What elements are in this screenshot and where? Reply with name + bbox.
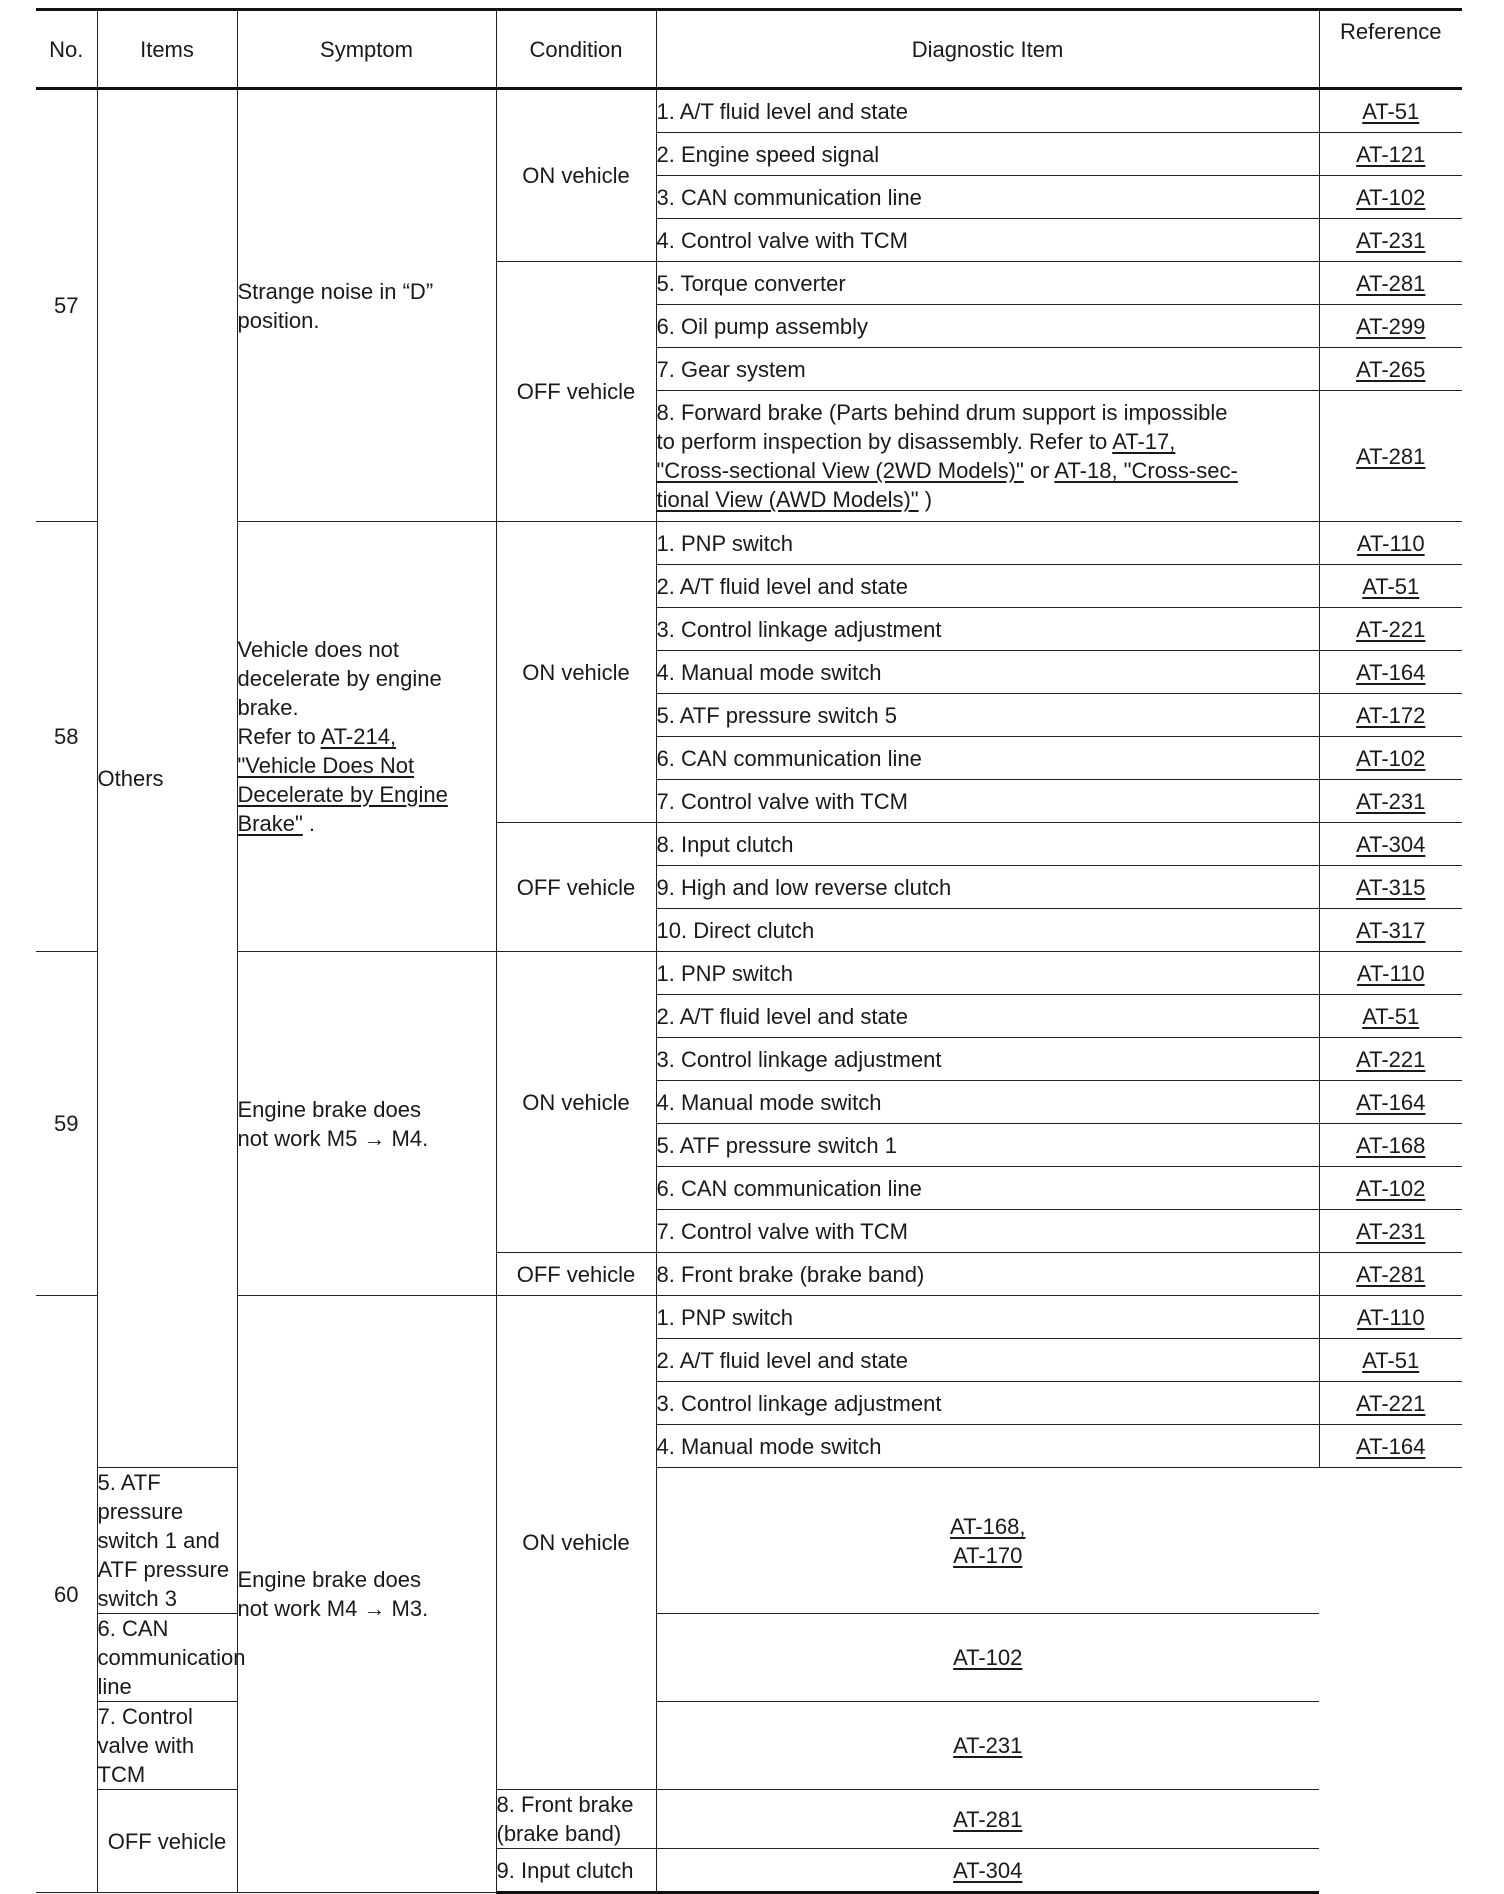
reference-cell bbox=[1319, 348, 1462, 391]
reference-link-at17-title[interactable]: "Cross-sectional View (2WD Models)" bbox=[656, 458, 1024, 483]
reference-link[interactable]: AT-51 bbox=[1362, 1347, 1420, 1373]
symptom-57 bbox=[237, 89, 496, 522]
reference-cell bbox=[1319, 952, 1462, 995]
reference-link[interactable]: AT-168 bbox=[1356, 1132, 1426, 1158]
reference-link[interactable]: AT-170 bbox=[953, 1542, 1023, 1568]
diagnostic-item: 6. CAN communication line bbox=[656, 1167, 1319, 1210]
reference-cell bbox=[1319, 219, 1462, 262]
diagnosis-table bbox=[36, 8, 1462, 1894]
diagnostic-item: 8. Input clutch bbox=[656, 823, 1319, 866]
reference-link[interactable]: AT-102 bbox=[1356, 745, 1426, 771]
reference-link[interactable]: AT-299 bbox=[1356, 313, 1426, 339]
header-items: Items bbox=[97, 10, 237, 89]
reference-link[interactable]: AT-265 bbox=[1356, 356, 1426, 382]
header-no: No. bbox=[36, 10, 97, 89]
condition-on-vehicle: ON vehicle bbox=[496, 952, 656, 1253]
reference-link[interactable]: AT-51 bbox=[1362, 98, 1420, 124]
reference-cell bbox=[1319, 995, 1462, 1038]
reference-cell bbox=[1319, 133, 1462, 176]
diagnostic-item: 1. PNP switch bbox=[656, 522, 1319, 565]
diagnostic-item: 8. Front brake (brake band) bbox=[496, 1790, 656, 1849]
reference-link[interactable]: AT-172 bbox=[1356, 702, 1426, 728]
table-row bbox=[36, 1296, 1462, 1339]
diagnostic-item: 5. ATF pressure switch 5 bbox=[656, 694, 1319, 737]
reference-link[interactable]: AT-281 bbox=[1356, 1261, 1426, 1287]
condition-off-vehicle: OFF vehicle bbox=[496, 262, 656, 522]
reference-cell bbox=[1319, 694, 1462, 737]
reference-cell bbox=[1319, 1124, 1462, 1167]
reference-link-at18-title[interactable]: tional View (AWD Models)" bbox=[656, 487, 919, 512]
symptom-text: Engine brake does bbox=[237, 1567, 421, 1592]
diagnostic-text bbox=[657, 456, 1319, 485]
reference-cell bbox=[1319, 909, 1462, 952]
diagnostic-item: 2. A/T fluid level and state bbox=[656, 995, 1319, 1038]
diagnostic-text bbox=[657, 427, 1319, 456]
reference-cell bbox=[1319, 522, 1462, 565]
reference-cell bbox=[1319, 1038, 1462, 1081]
diagnostic-text bbox=[657, 485, 1319, 514]
reference-cell bbox=[656, 1468, 1319, 1614]
symptom-text bbox=[238, 751, 496, 780]
diagnostic-item: 6. Oil pump assembly bbox=[656, 305, 1319, 348]
diagnostic-item: 2. Engine speed signal bbox=[656, 133, 1319, 176]
symptom-60 bbox=[237, 1296, 496, 1893]
symptom-text: brake. bbox=[237, 695, 299, 720]
symptom-text: not work M4 → M3. bbox=[237, 1596, 429, 1621]
diagnostic-item: 8. Front brake (brake band) bbox=[656, 1253, 1319, 1296]
reference-cell bbox=[1319, 608, 1462, 651]
reference-link[interactable]: AT-102 bbox=[1356, 184, 1426, 210]
diagnostic-item: 4. Manual mode switch bbox=[656, 1425, 1319, 1468]
reference-link[interactable]: AT-231 bbox=[1356, 227, 1426, 253]
symptom-text: Refer to bbox=[237, 724, 321, 749]
header-reference: Reference bbox=[1319, 10, 1462, 89]
condition-off-vehicle: OFF vehicle bbox=[97, 1790, 237, 1893]
diagnostic-item: 5. Torque converter bbox=[656, 262, 1319, 305]
reference-link[interactable]: AT-231 bbox=[1356, 1218, 1426, 1244]
reference-link[interactable]: AT-164 bbox=[1356, 659, 1426, 685]
reference-link[interactable]: AT-164 bbox=[1356, 1433, 1426, 1459]
reference-cell bbox=[656, 1702, 1319, 1790]
reference-link[interactable]: AT-317 bbox=[1356, 917, 1426, 943]
reference-cell bbox=[1319, 1382, 1462, 1425]
table-row bbox=[36, 952, 1462, 995]
condition-on-vehicle: ON vehicle bbox=[496, 522, 656, 823]
reference-link[interactable]: AT-102 bbox=[1356, 1175, 1426, 1201]
diagnostic-item: 10. Direct clutch bbox=[656, 909, 1319, 952]
reference-link[interactable]: AT-281 bbox=[1356, 443, 1426, 469]
reference-link[interactable]: AT-231 bbox=[953, 1733, 1023, 1758]
diagnostic-text: to perform inspection by disassembly. Refer to bbox=[656, 429, 1113, 454]
reference-link[interactable]: AT-164 bbox=[1356, 1089, 1426, 1115]
reference-cell bbox=[1319, 780, 1462, 823]
reference-link[interactable]: AT-304 bbox=[1356, 831, 1426, 857]
reference-link[interactable]: AT-221 bbox=[1356, 616, 1426, 642]
reference-link[interactable]: AT-51 bbox=[1362, 573, 1420, 599]
diagnostic-item: 4. Manual mode switch bbox=[656, 1081, 1319, 1124]
diagnostic-text: 8. Forward brake (Parts behind drum support is impossible bbox=[656, 400, 1228, 425]
symptom-text bbox=[238, 722, 496, 751]
diagnostic-item: 3. Control linkage adjustment bbox=[656, 1382, 1319, 1425]
items-category: Others bbox=[97, 89, 237, 1468]
diagnostic-item: 3. Control linkage adjustment bbox=[656, 608, 1319, 651]
reference-link-at214-title[interactable]: Brake" bbox=[237, 811, 303, 836]
reference-cell bbox=[1319, 1081, 1462, 1124]
row-number-60: 60 bbox=[36, 1296, 97, 1893]
reference-link[interactable]: AT-304 bbox=[953, 1857, 1023, 1883]
reference-link[interactable]: AT-315 bbox=[1356, 874, 1426, 900]
row-number-57: 57 bbox=[36, 89, 97, 522]
symptom-text: Engine brake does bbox=[237, 1096, 421, 1122]
reference-link[interactable]: AT-51 bbox=[1362, 1003, 1420, 1029]
header-row bbox=[36, 10, 1462, 89]
row-number-58: 58 bbox=[36, 522, 97, 952]
diagnostic-item: 6. CAN communication line bbox=[656, 737, 1319, 780]
reference-link[interactable]: AT-110 bbox=[1356, 530, 1425, 556]
symptom-text: . bbox=[302, 811, 316, 836]
reference-cell bbox=[1319, 176, 1462, 219]
diagnostic-item: 7. Control valve with TCM bbox=[656, 780, 1319, 823]
reference-cell bbox=[1319, 1210, 1462, 1253]
condition-on-vehicle: ON vehicle bbox=[496, 89, 656, 262]
symptom-text: position. bbox=[237, 307, 320, 333]
reference-link-at214-title[interactable]: "Vehicle Does Not bbox=[237, 753, 415, 778]
diagnostic-item: 4. Control valve with TCM bbox=[656, 219, 1319, 262]
diagnostic-item: 7. Control valve with TCM bbox=[97, 1702, 237, 1790]
reference-link-at17[interactable]: AT-17, bbox=[1112, 429, 1176, 454]
symptom-text: Strange noise in “D” bbox=[237, 278, 434, 304]
reference-link[interactable]: AT-221 bbox=[1356, 1046, 1426, 1072]
symptom-59 bbox=[237, 952, 496, 1296]
symptom-text bbox=[238, 809, 496, 838]
header-condition: Condition bbox=[496, 10, 656, 89]
reference-link[interactable]: AT-102 bbox=[953, 1645, 1023, 1670]
reference-cell bbox=[1319, 651, 1462, 694]
diagnostic-item-forward-brake bbox=[656, 391, 1319, 522]
reference-link[interactable]: AT-110 bbox=[1356, 960, 1425, 986]
condition-on-vehicle: ON vehicle bbox=[496, 1296, 656, 1790]
reference-cell bbox=[1319, 737, 1462, 780]
reference-link-at18[interactable]: AT-18, "Cross-sec- bbox=[1054, 458, 1238, 483]
reference-link[interactable]: AT-281 bbox=[953, 1806, 1023, 1832]
reference-cell bbox=[1319, 1296, 1462, 1339]
reference-cell bbox=[656, 1790, 1319, 1849]
reference-cell bbox=[1319, 1425, 1462, 1468]
reference-link[interactable]: AT-231 bbox=[1356, 788, 1426, 814]
diagnostic-item: 1. PNP switch bbox=[656, 1296, 1319, 1339]
symptom-text: decelerate by engine bbox=[237, 666, 442, 691]
reference-link[interactable]: AT-168, bbox=[950, 1513, 1026, 1539]
reference-link-at214-title[interactable]: Decelerate by Engine bbox=[237, 782, 448, 807]
reference-link-at214[interactable]: AT-214, bbox=[320, 724, 397, 749]
reference-cell bbox=[1319, 89, 1462, 133]
reference-cell bbox=[1319, 1339, 1462, 1382]
diagnostic-item: 7. Gear system bbox=[656, 348, 1319, 391]
reference-cell bbox=[1319, 565, 1462, 608]
diagnostic-item: 6. CAN communication line bbox=[97, 1614, 237, 1702]
symptom-text: not work M5 → M4. bbox=[237, 1125, 429, 1151]
header-diagnostic-item: Diagnostic Item bbox=[656, 10, 1319, 89]
reference-cell bbox=[656, 1849, 1319, 1893]
reference-link[interactable]: AT-221 bbox=[1356, 1390, 1426, 1416]
table-row bbox=[36, 522, 1462, 565]
reference-cell bbox=[656, 1614, 1319, 1702]
diagnostic-item: 2. A/T fluid level and state bbox=[656, 565, 1319, 608]
diagnostic-item: 3. Control linkage adjustment bbox=[656, 1038, 1319, 1081]
diagnostic-item: 2. A/T fluid level and state bbox=[656, 1339, 1319, 1382]
reference-cell bbox=[1319, 1253, 1462, 1296]
diagnostic-item: 1. A/T fluid level and state bbox=[656, 89, 1319, 133]
reference-cell bbox=[1319, 823, 1462, 866]
reference-cell bbox=[1319, 262, 1462, 305]
symptom-58 bbox=[237, 522, 496, 952]
condition-off-vehicle: OFF vehicle bbox=[496, 823, 656, 952]
reference-link[interactable]: AT-110 bbox=[1356, 1304, 1425, 1330]
reference-cell bbox=[1319, 391, 1462, 522]
reference-link-wrap bbox=[657, 1512, 1320, 1541]
reference-link[interactable]: AT-121 bbox=[1356, 141, 1426, 167]
diagnostic-item: 5. ATF pressure switch 1 and ATF pressure switch 3 bbox=[97, 1468, 237, 1614]
diagnostic-item: 1. PNP switch bbox=[656, 952, 1319, 995]
condition-off-vehicle: OFF vehicle bbox=[496, 1253, 656, 1296]
symptom-text: Vehicle does not bbox=[237, 637, 399, 662]
table-row bbox=[36, 89, 1462, 133]
reference-cell bbox=[1319, 866, 1462, 909]
diagnostic-item: 9. High and low reverse clutch bbox=[656, 866, 1319, 909]
header-symptom: Symptom bbox=[237, 10, 496, 89]
reference-link-wrap bbox=[657, 1541, 1320, 1570]
diagnostic-item: 5. ATF pressure switch 1 bbox=[656, 1124, 1319, 1167]
diagnostic-item: 7. Control valve with TCM bbox=[656, 1210, 1319, 1253]
symptom-text bbox=[238, 780, 496, 809]
reference-cell bbox=[1319, 1167, 1462, 1210]
reference-link[interactable]: AT-281 bbox=[1356, 270, 1426, 296]
diagnostic-item: 9. Input clutch bbox=[496, 1849, 656, 1893]
diagnostic-text: ) bbox=[918, 487, 933, 512]
diagnostic-text: or bbox=[1023, 458, 1055, 483]
row-number-59: 59 bbox=[36, 952, 97, 1296]
reference-cell bbox=[1319, 305, 1462, 348]
diagnostic-item: 4. Manual mode switch bbox=[656, 651, 1319, 694]
diagnostic-item: 3. CAN communication line bbox=[656, 176, 1319, 219]
